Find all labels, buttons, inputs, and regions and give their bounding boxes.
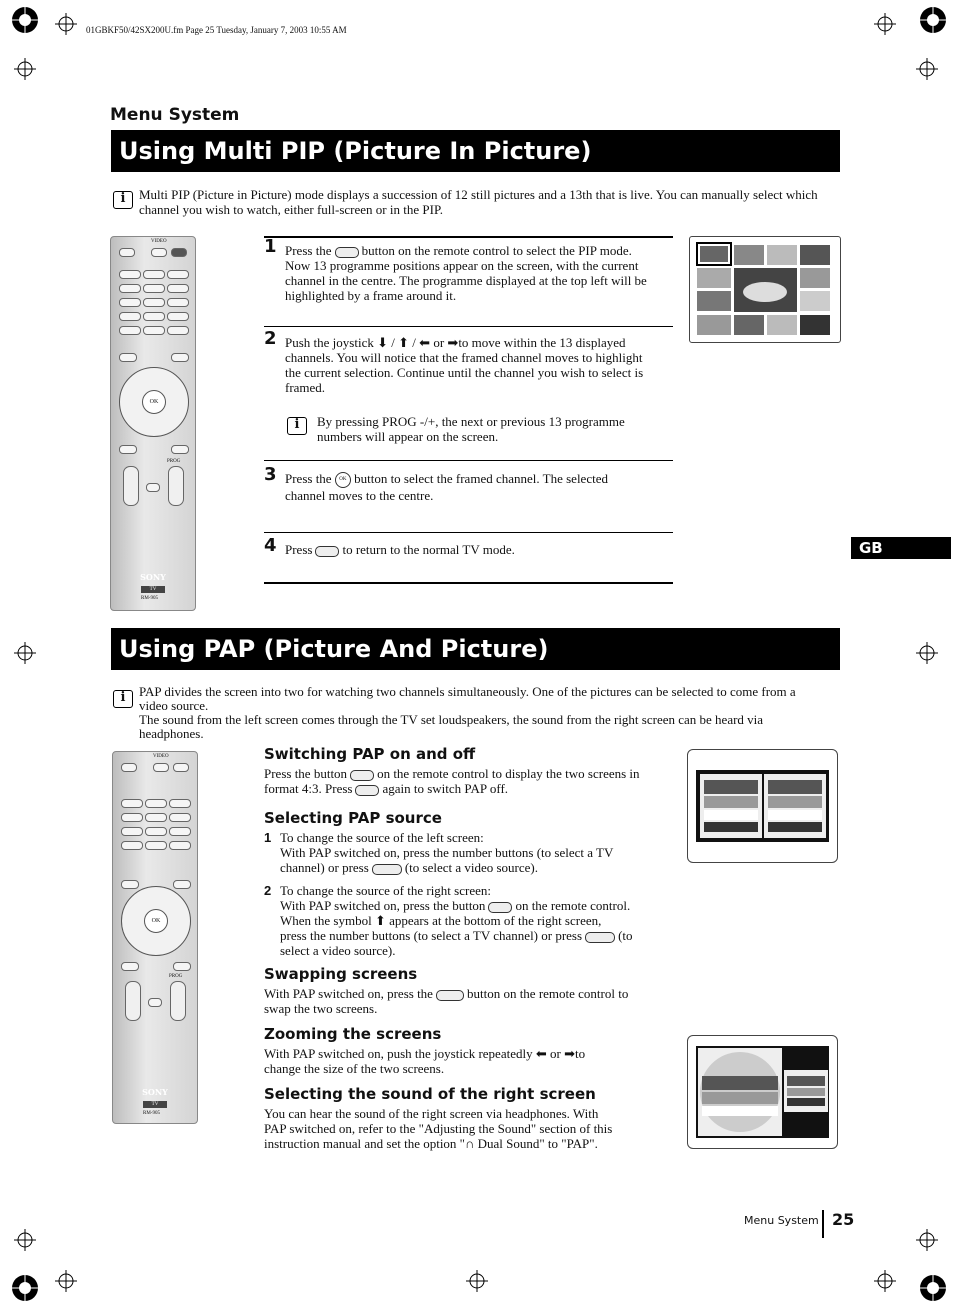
crosshair-icon xyxy=(14,1229,36,1251)
info-icon xyxy=(287,417,307,435)
crosshair-icon xyxy=(916,58,938,80)
crosshair-icon xyxy=(874,13,896,35)
selecting-sound-text: You can hear the sound of the right screen via headphones. With PAP switched on, refer to the "Adjusting the Sound" section of this instruction manual and set the option "∩ Dual Sound" to "PAP". xyxy=(264,1106,613,1151)
pip-button-icon xyxy=(315,546,339,557)
heading-switching-pap: Switching PAP on and off xyxy=(264,745,476,763)
pip-intro: Multi PIP (Picture in Picture) mode displays a succession of 12 still pictures and a 13th that is live. You can manually select which channel you wish to watch, either full-screen or in the PIP. xyxy=(139,187,818,217)
crosshair-icon xyxy=(916,642,938,664)
crosshair-icon xyxy=(55,13,77,35)
arrow-left-icon: ⬅ xyxy=(535,1046,547,1061)
up-arrow-symbol-icon: ⬆ xyxy=(374,913,386,928)
remote-model: RM-905 xyxy=(141,596,158,601)
crosshair-icon xyxy=(916,1229,938,1251)
pip-button-icon xyxy=(335,247,359,258)
page-number: 25 xyxy=(832,1210,855,1229)
remote-video-label: VIDEO xyxy=(151,239,167,244)
language-tab: GB xyxy=(851,537,951,559)
registration-mark-icon xyxy=(918,5,948,35)
pap-right-button-icon xyxy=(488,902,512,913)
swap-button-icon xyxy=(436,990,464,1001)
pap-button-icon xyxy=(355,785,379,796)
remote-control-image xyxy=(110,236,196,611)
footer-section: Menu System xyxy=(744,1214,819,1227)
remote-prog-label: PROG xyxy=(169,974,183,979)
remote-prog-label: PROG xyxy=(167,459,181,464)
step-number: 3 xyxy=(264,464,277,485)
swapping-screens-text: With PAP switched on, press the button on the remote control to swap the two screens. xyxy=(264,986,629,1016)
remote-ok-label: OK xyxy=(144,909,168,933)
heading-zooming-screens: Zooming the screens xyxy=(264,1025,442,1043)
arrow-up-icon: ⬆ xyxy=(398,335,410,350)
step-number: 4 xyxy=(264,535,277,556)
remote-brand: SONY xyxy=(140,572,166,582)
remote-tv-label: TV xyxy=(143,1101,167,1108)
pap-split-screen-illustration xyxy=(687,749,838,863)
switching-pap-text: Press the button on the remote control to display the two screens in format 4:3. Press again to switch PAP off. xyxy=(264,766,640,796)
crosshair-icon xyxy=(874,1270,896,1292)
remote-ok-label: OK xyxy=(142,390,166,414)
crosshair-icon xyxy=(466,1270,488,1292)
remote-tv-label: TV xyxy=(141,586,165,593)
selecting-pap-source-text: 1 To change the source of the left screen: With PAP switched on, press the number buttons (to select a TV channel) or press (to select a video source). 2 To change the source of the right screen: With PAP switched on, press the button on the remote control. When the symbol ⬆ appears at the bottom of the right screen, press the number buttons (to select a TV channel) or press (to select a video source). xyxy=(264,830,633,958)
step-4-text: Press to return to the normal TV mode. xyxy=(285,542,515,557)
step-number: 1 xyxy=(264,236,277,257)
info-icon xyxy=(113,690,133,708)
step-2-note: By pressing PROG -/+, the next or previous 13 programme numbers will appear on the screen. xyxy=(317,414,625,444)
remote-control-image xyxy=(112,751,198,1124)
remote-video-label: VIDEO xyxy=(153,754,169,759)
pap-intro: PAP divides the screen into two for watching two channels simultaneously. One of the pictures can be selected to come from a video source. The sound from the left screen comes through the TV set loudspeakers, the sound from the right screen can be heard via headphones. xyxy=(139,684,796,741)
section-title-pip: Using Multi PIP (Picture In Picture) xyxy=(111,130,840,172)
heading-selecting-sound: Selecting the sound of the right screen xyxy=(264,1085,596,1103)
chapter-title: Menu System xyxy=(110,105,240,125)
crosshair-icon xyxy=(55,1270,77,1292)
multi-pip-screen-illustration xyxy=(689,236,841,343)
step-2-text: Push the joystick ⬇ / ⬆ / ⬅ or ➡to move within the 13 displayed channels. You will notice that the framed channel moves to highlight the current selection. Continue until the channel you wish to select is framed. xyxy=(285,335,644,395)
crosshair-icon xyxy=(14,58,36,80)
ok-button-icon: OK xyxy=(335,472,351,488)
info-icon xyxy=(113,191,133,209)
section-title-pap: Using PAP (Picture And Picture) xyxy=(111,628,840,670)
arrow-right-icon: ➡ xyxy=(564,1046,576,1061)
registration-mark-icon xyxy=(918,1273,948,1303)
heading-selecting-pap-source: Selecting PAP source xyxy=(264,809,442,827)
step-1-text: Press the button on the remote control to select the PIP mode. Now 13 programme positions appear on the screen, with the current channel in the centre. The programme displayed at the top left will be highlighted by a frame around it. xyxy=(285,243,647,303)
arrow-left-icon: ⬅ xyxy=(419,335,431,350)
step-number: 2 xyxy=(264,328,277,349)
pap-button-icon xyxy=(350,770,374,781)
remote-brand: SONY xyxy=(142,1087,168,1097)
crosshair-icon xyxy=(14,642,36,664)
zooming-screens-text: With PAP switched on, push the joystick repeatedly ⬅ or ➡to change the size of the two screens. xyxy=(264,1046,586,1076)
remote-model: RM-905 xyxy=(143,1111,160,1116)
footer-divider xyxy=(822,1210,824,1238)
pap-zoom-screen-illustration xyxy=(687,1035,838,1149)
registration-mark-icon xyxy=(10,5,40,35)
step-3-text: Press the OK button to select the framed channel. The selected channel moves to the centre. xyxy=(285,471,608,504)
arrow-down-icon: ⬇ xyxy=(377,335,388,350)
registration-mark-icon xyxy=(10,1273,40,1303)
heading-swapping-screens: Swapping screens xyxy=(264,965,418,983)
file-header: 01GBKF50/42SX200U.fm Page 25 Tuesday, January 7, 2003 10:55 AM xyxy=(86,25,347,35)
arrow-right-icon: ➡ xyxy=(447,335,459,350)
input-select-icon xyxy=(372,864,402,875)
input-select-icon xyxy=(585,932,615,943)
